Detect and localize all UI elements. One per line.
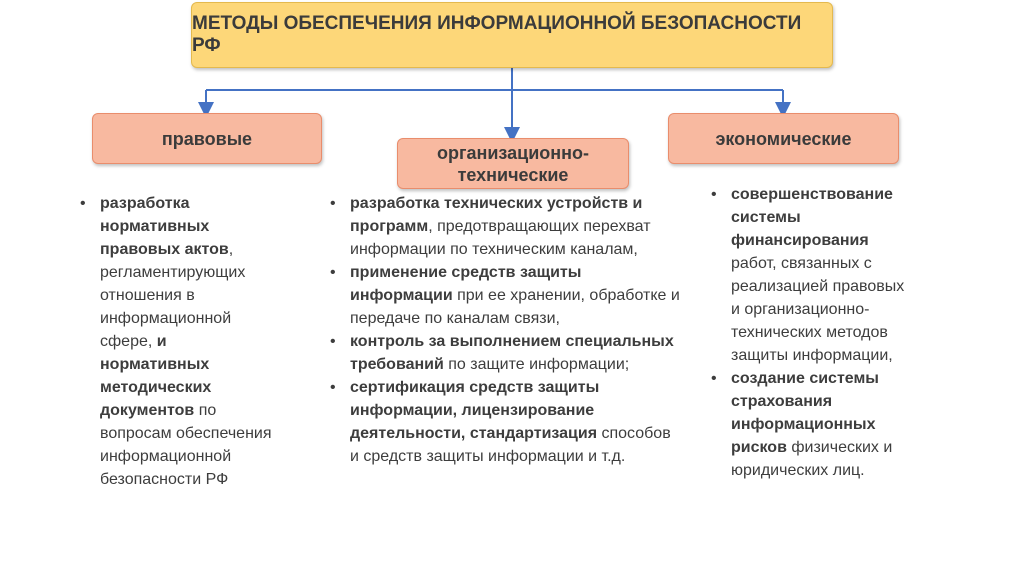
- category-org-line1: организационно-: [436, 142, 589, 163]
- list-item: • создание системы страхования информационных рисков физических и юридических лиц.: [705, 367, 915, 482]
- diagram-title: МЕТОДЫ ОБЕСПЕЧЕНИЯ ИНФОРМАЦИОННОЙ БЕЗОПАСНОСТИ РФ: [191, 2, 833, 68]
- economic-methods-list: [705, 183, 915, 482]
- org-tech-methods-list: [324, 192, 684, 468]
- list-item: • контроль за выполнением специальных требований по защите информации;: [324, 330, 684, 376]
- list-item: • совершенствование системы финансирования работ, связанных с реализацией правовых и организационно-технических методов защиты информации,: [705, 183, 915, 367]
- legal-methods-list: [74, 192, 274, 491]
- list-item: • разработка нормативных правовых актов, регламентирующих отношения в информационной сфере, и нормативных методических документов по вопросам обеспечения информационной безопасности РФ: [74, 192, 274, 491]
- list-item: • сертификация средств защиты информации, лицензирование деятельности, стандартизация способов и средств защиты информации и т.д.: [324, 376, 684, 468]
- category-economic: экономические: [668, 113, 899, 164]
- category-org-tech: [397, 138, 629, 189]
- category-legal: правовые: [92, 113, 322, 164]
- list-item: • разработка технических устройств и программ, предотвращающих перехват информации по техническим каналам,: [324, 192, 684, 261]
- list-item: • применение средств защиты информации при ее хранении, обработке и передаче по каналам связи,: [324, 261, 684, 330]
- category-org-line2: технические: [457, 164, 569, 185]
